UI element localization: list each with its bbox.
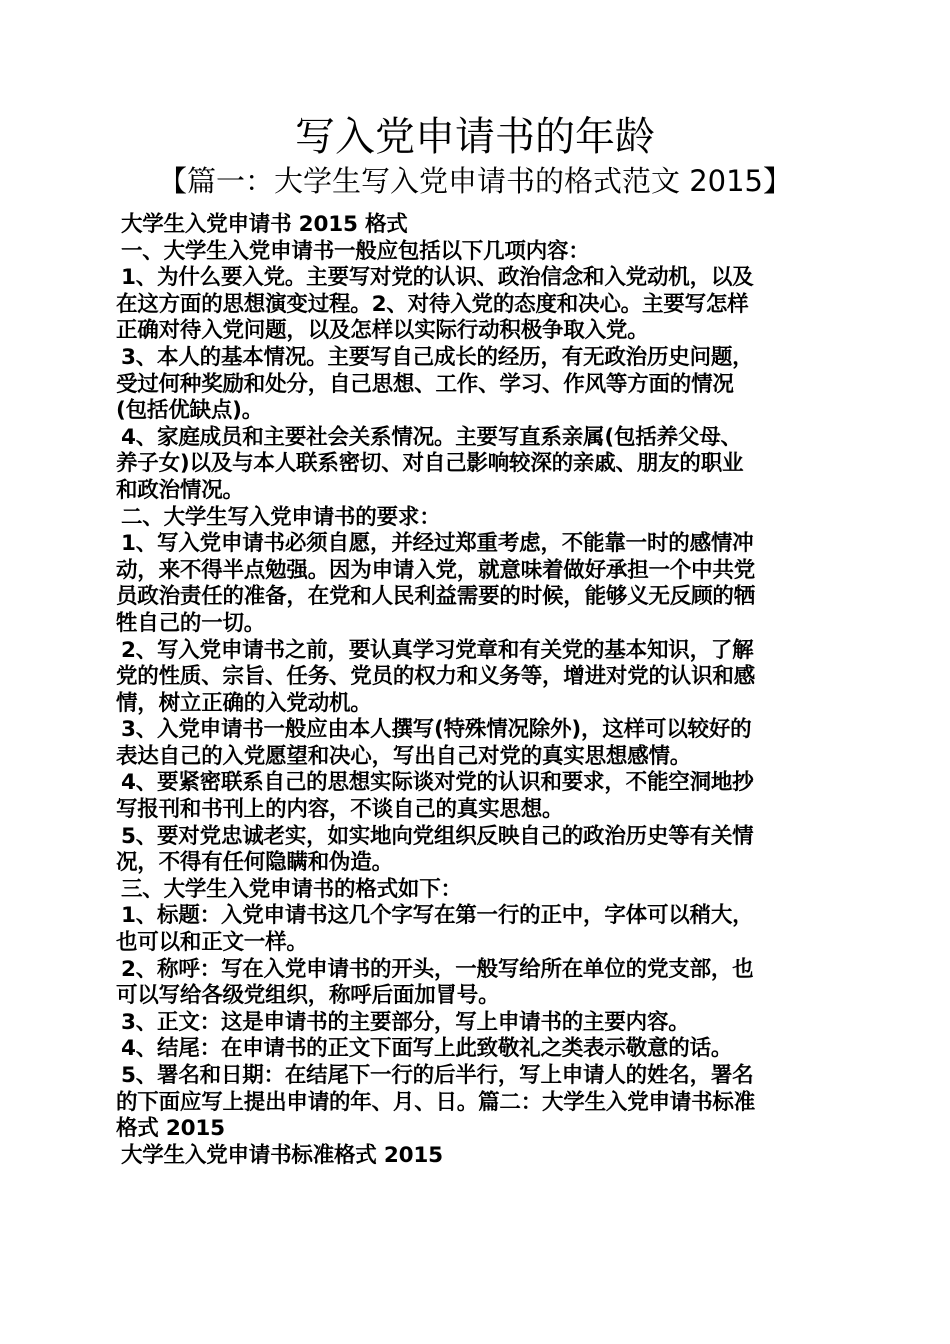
body-line: 牲自己的一切。 (116, 610, 266, 636)
body-line: 党的性质、宗旨、任务、党员的权力和义务等，增进对党的认识和感 (116, 664, 756, 690)
body-line: 受过何种奖励和处分，自己思想、工作、学习、作风等方面的情况 (116, 371, 734, 397)
body-line: 5、要对党忠诚老实，如实地向党组织反映自己的政治历史等有关情 (121, 823, 754, 849)
body-line: 1、写入党申请书必须自愿，并经过郑重考虑，不能靠一时的感情冲 (121, 531, 754, 557)
body-line: 4、要紧密联系自己的思想实际谈对党的认识和要求，不能空洞地抄 (121, 770, 754, 796)
body-line: 的下面应写上提出申请的年、月、日。篇二：大学生入党申请书标准 (116, 1089, 756, 1115)
body-line: 动，来不得半点勉强。因为申请入党，就意味着做好承担一个中共党 (116, 557, 756, 583)
document-subtitle: 【篇一：大学生写入党申请书的格式范文 2015】 (157, 164, 793, 198)
body-line: 4、家庭成员和主要社会关系情况。主要写直系亲属(包括养父母、 (121, 424, 742, 450)
body-line: 5、署名和日期：在结尾下一行的后半行，写上申请人的姓名，署名 (121, 1063, 754, 1088)
body-line: 情，树立正确的入党动机。 (116, 690, 372, 716)
body-line: 大学生入党申请书 2015 格式 (121, 212, 408, 237)
body-line: 4、结尾：在申请书的正文下面写上此致敬礼之类表示敬意的话。 (121, 1036, 733, 1062)
body-line: 表达自己的入党愿望和决心，写出自己对党的真实思想感情。 (116, 743, 692, 769)
body-line: 也可以和正文一样。 (116, 930, 308, 956)
body-line: 员政治责任的准备，在党和人民利益需要的时候，能够义无反顾的牺 (116, 584, 756, 610)
body-line: 二、大学生写入党申请书的要求： (121, 504, 441, 530)
body-line: 一、大学生入党申请书一般应包括以下几项内容： (121, 238, 590, 264)
body-line: 格式 2015 (116, 1116, 225, 1142)
body-line: 正确对待入党问题，以及怎样以实际行动积极争取入党。 (116, 318, 649, 344)
body-line: 和政治情况。 (116, 477, 244, 503)
document-title: 写入党申请书的年龄 (295, 114, 655, 160)
body-line: 2、写入党申请书之前，要认真学习党章和有关党的基本知识，了解 (121, 637, 754, 663)
body-line: 大学生入党申请书标准格式 2015 (121, 1142, 443, 1168)
body-line: 三、大学生入党申请书的格式如下： (121, 876, 462, 902)
body-line: 3、本人的基本情况。主要写自己成长的经历，有无政治历史问题， (121, 344, 754, 370)
body-line: 3、正文：这是申请书的主要部分，写上申请书的主要内容。 (121, 1009, 690, 1035)
body-line: (包括优缺点)。 (116, 398, 264, 424)
body-line: 1、为什么要入党。主要写对党的认识、政治信念和入党动机，以及 (121, 265, 754, 291)
body-line: 可以写给各级党组织，称呼后面加冒号。 (116, 983, 500, 1009)
body-line: 养子女)以及与本人联系密切、对自己影响较深的亲戚、朋友的职业 (116, 451, 744, 477)
body-line: 在这方面的思想演变过程。2、对待入党的态度和决心。主要写怎样 (116, 291, 749, 317)
document-body (116, 212, 836, 1169)
body-line: 况，不得有任何隐瞒和伪造。 (116, 850, 393, 876)
body-line: 写报刊和书刊上的内容，不谈自己的真实思想。 (116, 797, 564, 823)
body-line: 1、标题：入党申请书这几个字写在第一行的正中，字体可以稍大， (121, 903, 754, 929)
body-line: 2、称呼：写在入党申请书的开头，一般写给所在单位的党支部，也 (121, 956, 754, 982)
body-line: 3、入党申请书一般应由本人撰写(特殊情况除外)，这样可以较好的 (121, 717, 752, 743)
